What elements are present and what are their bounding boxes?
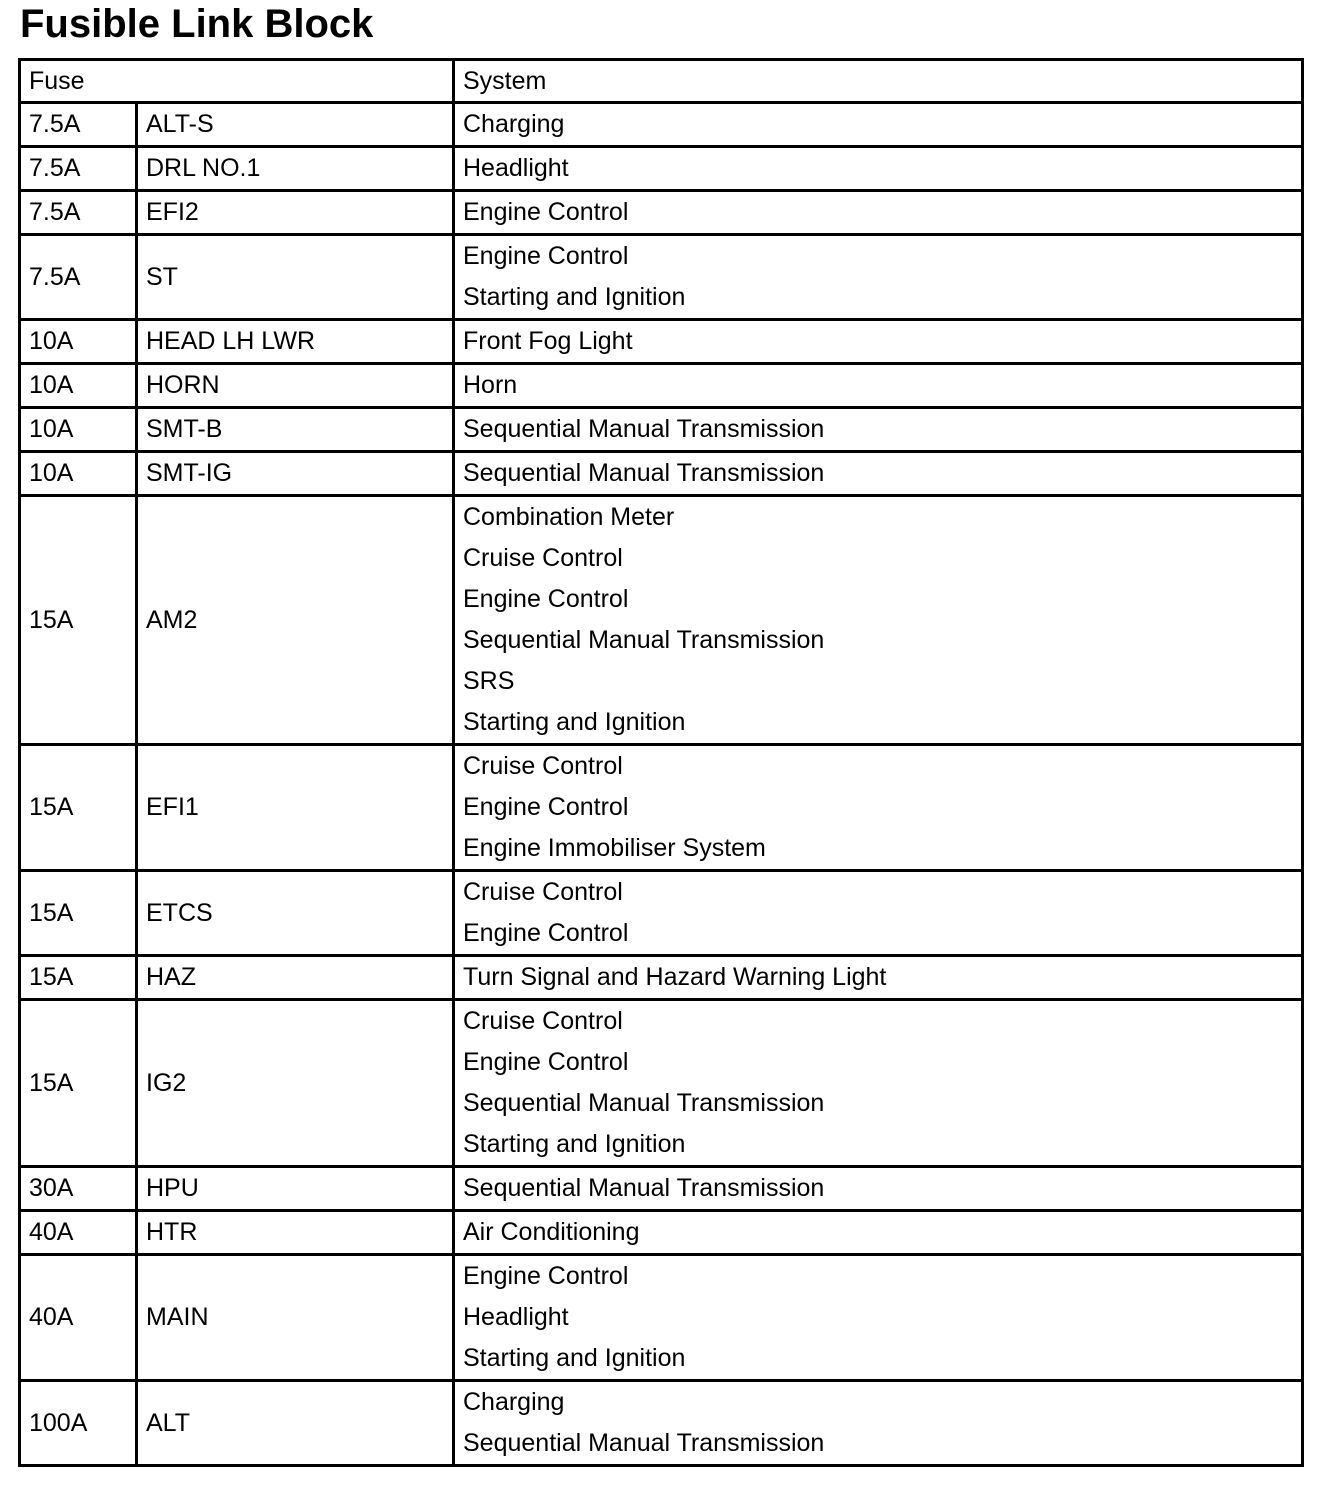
fuse-amperage: 10A (20, 408, 137, 452)
fuse-amperage: 40A (20, 1255, 137, 1381)
fuse-name: ST (137, 235, 454, 320)
system-entry: SRS (463, 667, 515, 695)
fuse-systems (454, 320, 1303, 364)
system-entry: Front Fog Light (463, 327, 633, 355)
fuse-amperage: 15A (20, 1000, 137, 1167)
fuse-amperage: 7.5A (20, 103, 137, 147)
fuse-amperage: 7.5A (20, 191, 137, 235)
system-entry: Starting and Ignition (463, 708, 686, 736)
system-entry: Engine Control (463, 198, 629, 226)
fuse-amperage: 15A (20, 496, 137, 745)
system-entry: Sequential Manual Transmission (463, 1429, 825, 1457)
system-entry: Combination Meter (463, 503, 675, 531)
table-row (20, 956, 1303, 1000)
fuse-amperage: 15A (20, 956, 137, 1000)
system-entry: Cruise Control (463, 544, 623, 572)
table-row (20, 1255, 1303, 1381)
fuse-name: HEAD LH LWR (137, 320, 454, 364)
fuse-name: DRL NO.1 (137, 147, 454, 191)
fuse-amperage: 30A (20, 1167, 137, 1211)
system-entry: Horn (463, 371, 518, 399)
fuse-amperage: 100A (20, 1381, 137, 1466)
fuse-name: ETCS (137, 871, 454, 956)
fuse-systems (454, 1000, 1303, 1167)
table-header-row (20, 60, 1303, 103)
fuse-name: MAIN (137, 1255, 454, 1381)
system-entry: Cruise Control (463, 1007, 623, 1035)
table-row (20, 103, 1303, 147)
fuse-systems (454, 235, 1303, 320)
system-entry: Air Conditioning (463, 1218, 640, 1246)
system-entry: Engine Control (463, 919, 629, 947)
fuse-amperage: 10A (20, 364, 137, 408)
system-entry: Sequential Manual Transmission (463, 626, 825, 654)
system-entry: Sequential Manual Transmission (463, 415, 825, 443)
system-entry: Engine Control (463, 1048, 629, 1076)
table-row (20, 1167, 1303, 1211)
system-entry: Sequential Manual Transmission (463, 1174, 825, 1202)
system-entry: Headlight (463, 1303, 569, 1331)
fuse-amperage: 15A (20, 871, 137, 956)
header-system: System (454, 60, 1303, 103)
fuse-name: HORN (137, 364, 454, 408)
fuse-amperage: 7.5A (20, 235, 137, 320)
fuse-systems (454, 1255, 1303, 1381)
system-entry: Headlight (463, 154, 569, 182)
fuse-systems (454, 871, 1303, 956)
system-entry: Engine Immobiliser System (463, 834, 766, 862)
table-row (20, 1000, 1303, 1167)
fuse-systems (454, 1167, 1303, 1211)
table-body (20, 103, 1303, 1466)
system-entry: Sequential Manual Transmission (463, 459, 825, 487)
system-entry: Charging (463, 1388, 565, 1416)
fuse-amperage: 7.5A (20, 147, 137, 191)
system-entry: Starting and Ignition (463, 1130, 686, 1158)
fuse-systems (454, 452, 1303, 496)
fuse-systems (454, 956, 1303, 1000)
table-row (20, 1381, 1303, 1466)
system-entry: Cruise Control (463, 878, 623, 906)
header-fuse: Fuse (20, 60, 454, 103)
fuse-systems (454, 408, 1303, 452)
fuse-name: EFI1 (137, 745, 454, 871)
fuse-systems (454, 1211, 1303, 1255)
system-entry: Sequential Manual Transmission (463, 1089, 825, 1117)
fuse-name: HAZ (137, 956, 454, 1000)
fuse-name: HTR (137, 1211, 454, 1255)
fuse-name: IG2 (137, 1000, 454, 1167)
table-row (20, 452, 1303, 496)
system-entry: Cruise Control (463, 752, 623, 780)
system-entry: Starting and Ignition (463, 283, 686, 311)
fuse-systems (454, 364, 1303, 408)
system-entry: Engine Control (463, 1262, 629, 1290)
fuse-amperage: 10A (20, 320, 137, 364)
table-row (20, 235, 1303, 320)
fuse-name: AM2 (137, 496, 454, 745)
table-row (20, 408, 1303, 452)
system-entry: Turn Signal and Hazard Warning Light (463, 963, 887, 991)
system-entry: Engine Control (463, 793, 629, 821)
table-row (20, 496, 1303, 745)
fuse-name: HPU (137, 1167, 454, 1211)
system-entry: Charging (463, 110, 565, 138)
table-row (20, 320, 1303, 364)
fuse-table (18, 58, 1304, 1467)
table-row (20, 871, 1303, 956)
fuse-name: ALT-S (137, 103, 454, 147)
fuse-amperage: 15A (20, 745, 137, 871)
table-row (20, 147, 1303, 191)
fuse-name: EFI2 (137, 191, 454, 235)
fuse-name: ALT (137, 1381, 454, 1466)
fuse-systems (454, 103, 1303, 147)
fuse-amperage: 40A (20, 1211, 137, 1255)
table-row (20, 745, 1303, 871)
system-entry: Engine Control (463, 585, 629, 613)
fuse-name: SMT-IG (137, 452, 454, 496)
fuse-name: SMT-B (137, 408, 454, 452)
fuse-systems (454, 496, 1303, 745)
fuse-amperage: 10A (20, 452, 137, 496)
fuse-systems (454, 1381, 1303, 1466)
table-row (20, 364, 1303, 408)
fuse-systems (454, 191, 1303, 235)
table-row (20, 1211, 1303, 1255)
system-entry: Engine Control (463, 242, 629, 270)
page-title: Fusible Link Block (20, 2, 374, 46)
system-entry: Starting and Ignition (463, 1344, 686, 1372)
fuse-systems (454, 147, 1303, 191)
table-row (20, 191, 1303, 235)
fuse-systems (454, 745, 1303, 871)
